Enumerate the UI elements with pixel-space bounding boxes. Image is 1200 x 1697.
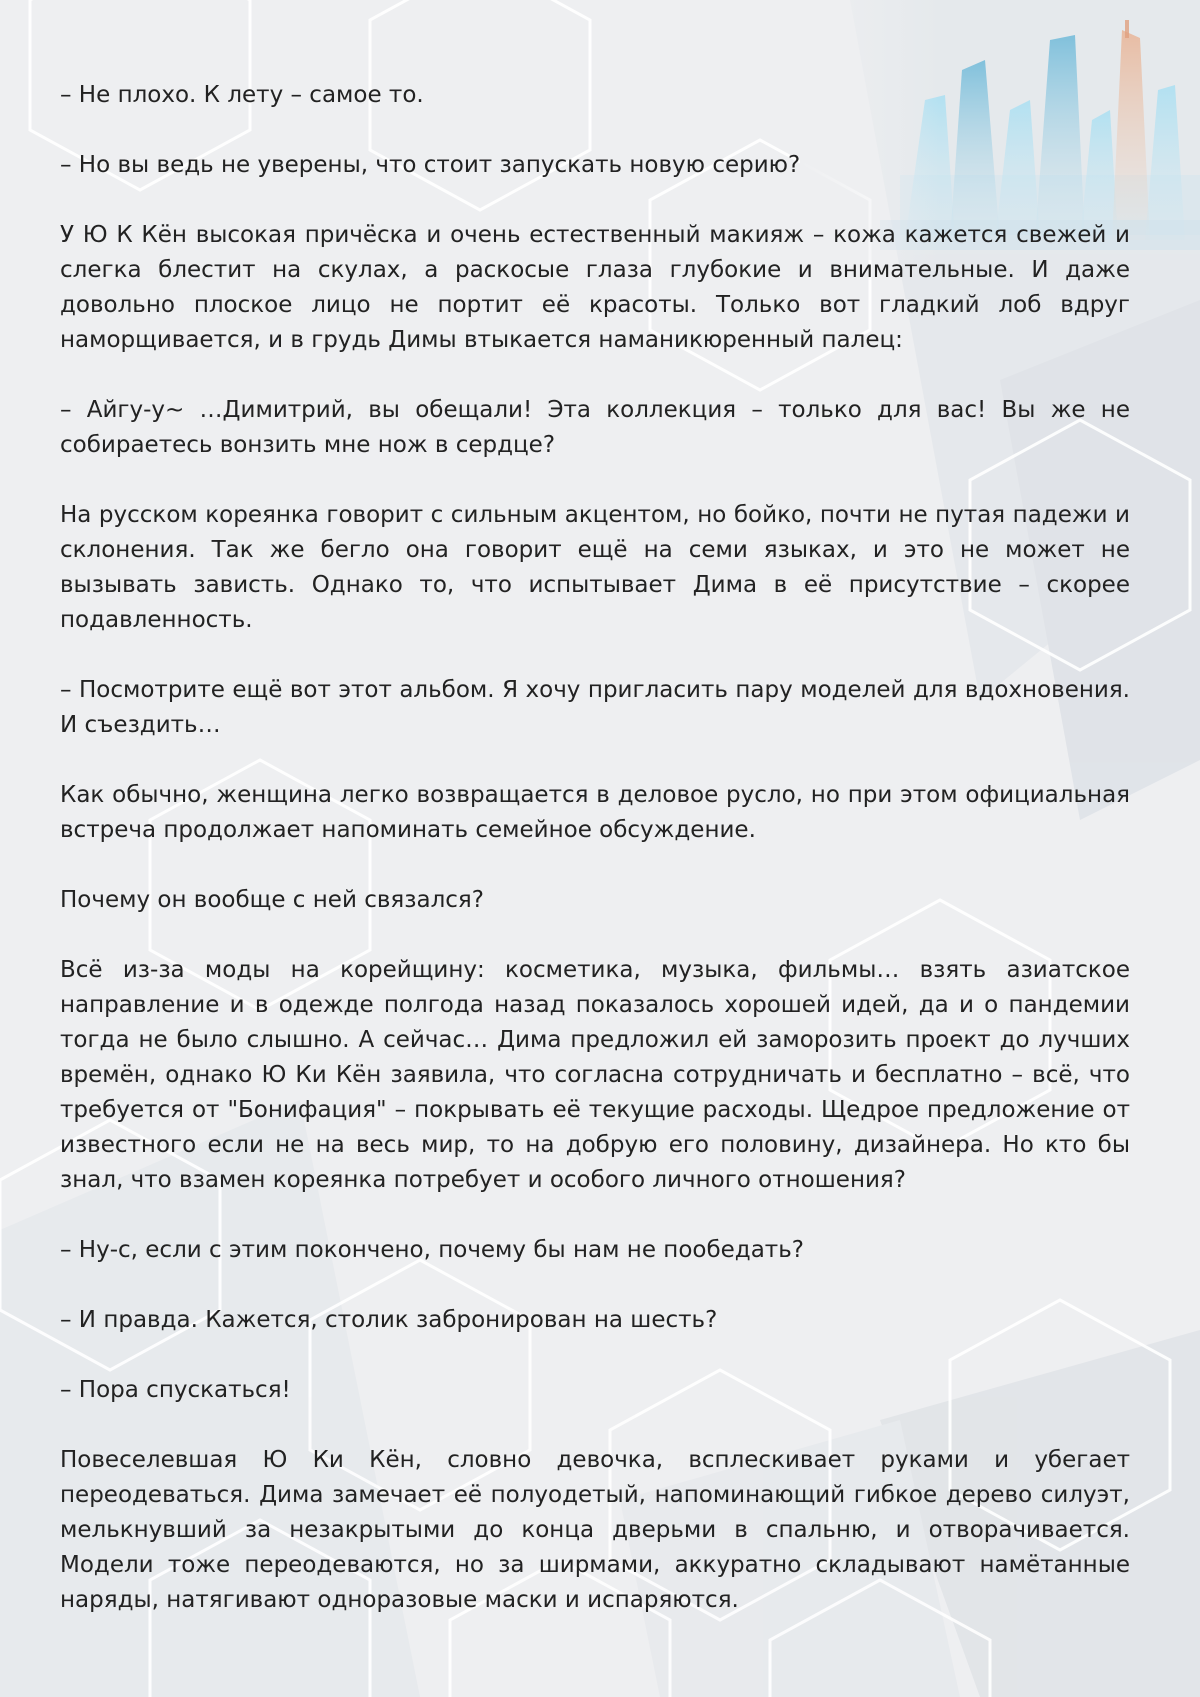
- paragraph: – Айгу-у~ …Димитрий, вы обещали! Эта коллекция – только для вас! Вы же не собираетесь вонзить мне нож в сердце?: [60, 397, 1130, 458]
- document-body: [60, 78, 1130, 1653]
- paragraph: – Но вы ведь не уверены, что стоит запускать новую серию?: [60, 152, 801, 178]
- paragraph: – Посмотрите ещё вот этот альбом. Я хочу пригласить пару моделей для вдохновения. И съездить…: [60, 677, 1130, 738]
- paragraph: На русском кореянка говорит с сильным акцентом, но бойко, почти не путая падежи и склонения. Так же бегло она говорит ещё на семи языках, и это не может не вызывать зависть. Однако то, что испытывает Дима в её присутствие – скорее подавленность.: [60, 502, 1130, 633]
- paragraph: У Ю К Кён высокая причёска и очень естественный макияж – кожа кажется свежей и слегка блестит на скулах, а раскосые глаза глубокие и внимательные. И даже довольно плоское лицо не портит её красоты. Только вот гладкий лоб вдруг наморщивается, и в грудь Димы втыкается наманикюренный палец:: [60, 222, 1130, 353]
- paragraph: Почему он вообще с ней связался?: [60, 887, 484, 913]
- paragraph: – Не плохо. К лету – самое то.: [60, 82, 424, 108]
- paragraph: – Ну-с, если с этим покончено, почему бы нам не пообедать?: [60, 1237, 804, 1263]
- paragraph: – И правда. Кажется, столик забронирован на шесть?: [60, 1307, 718, 1333]
- paragraph: – Пора спускаться!: [60, 1377, 291, 1403]
- paragraph: Повеселевшая Ю Ки Кён, словно девочка, всплескивает руками и убегает переодеваться. Дима замечает её полуодетый, напоминающий гибкое дерево силуэт, мелькнувший за незакрытыми до конца дверьми в спальню, и отворачивается. Модели тоже переодеваются, но за ширмами, аккуратно складывают намётанные наряды, натягивают одноразовые маски и испаряются.: [60, 1447, 1130, 1613]
- paragraph: Как обычно, женщина легко возвращается в деловое русло, но при этом официальная встреча продолжает напоминать семейное обсуждение.: [60, 782, 1130, 843]
- paragraph: Всё из-за моды на корейщину: косметика, музыка, фильмы… взять азиатское направление и в одежде полгода назад показалось хорошей идей, да и о пандемии тогда не было слышно. А сейчас… Дима предложил ей заморозить проект до лучших времён, однако Ю Ки Кён заявила, что согласна сотрудничать и бесплатно – всё, что требуется от "Бонифация" – покрывать её текущие расходы. Щедрое предложение от известного если не на весь мир, то на добрую его половину, дизайнера. Но кто бы знал, что взамен кореянка потребует и особого личного отношения?: [60, 957, 1130, 1193]
